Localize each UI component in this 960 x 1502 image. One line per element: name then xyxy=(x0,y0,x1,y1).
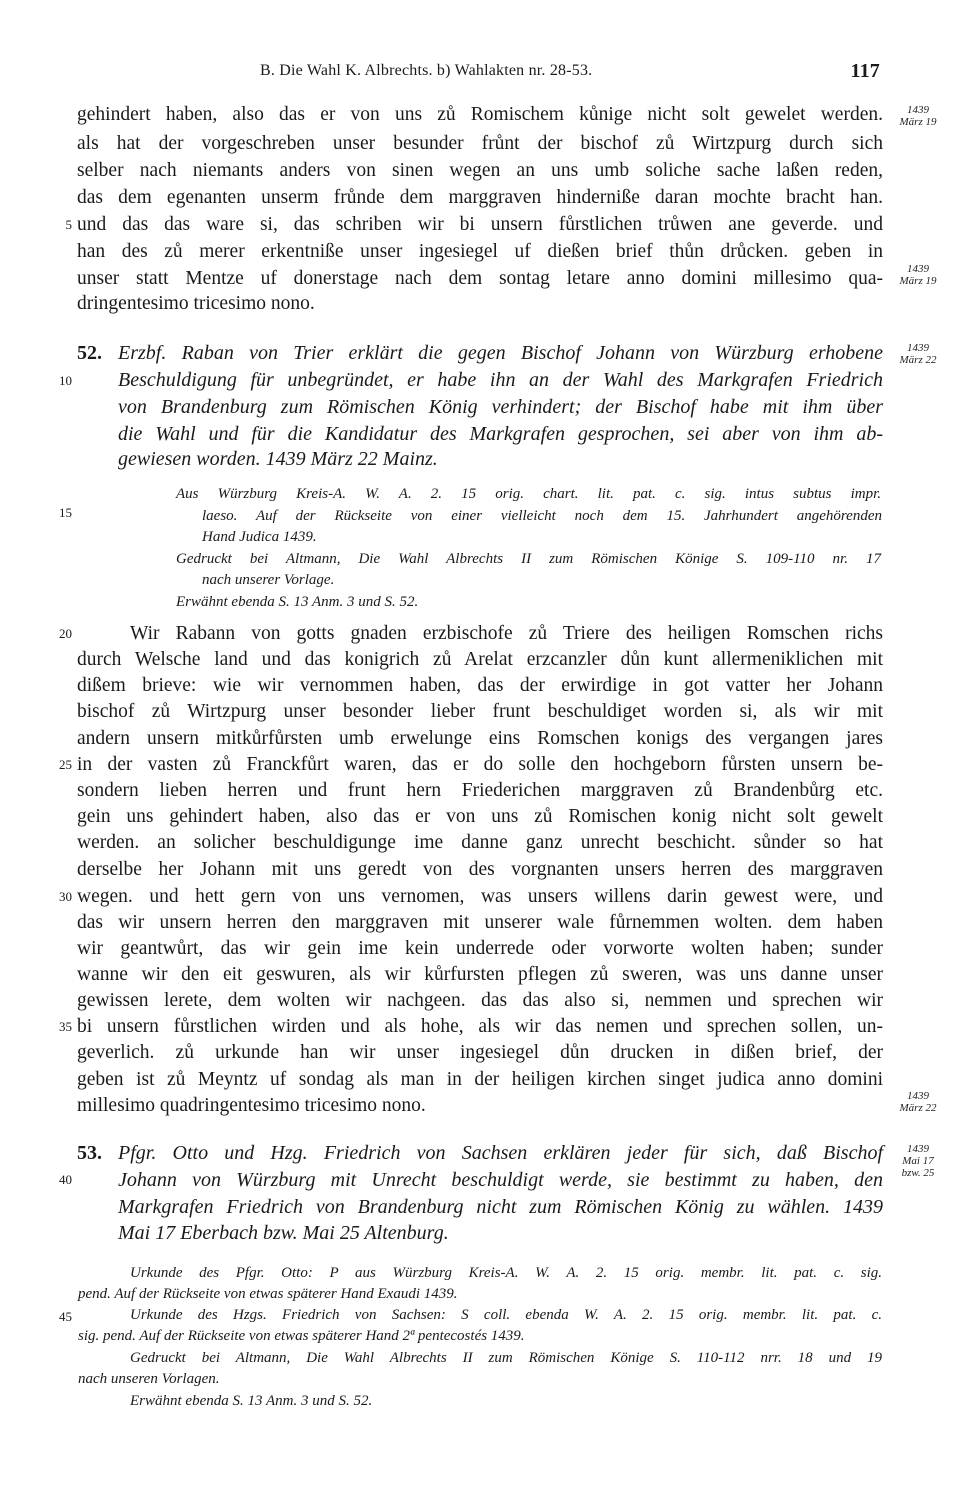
text-line: geben ist zů Meyntz uf sondag als man in der heiligen kirchen singet judica anno domini xyxy=(77,1069,883,1090)
regest-line: die Wahl und für die Kandidatur des Markgrafen gesprochen, sei aber von ihm ab- xyxy=(118,423,883,445)
text-line: bischof zů Wirtzpurg unser besonder lieber frunt beschuldiget worden si, als wir mit xyxy=(77,701,883,722)
running-header xyxy=(260,60,880,88)
line-number: 15 xyxy=(59,505,72,520)
source-note: Urkunde des Hzgs. Friedrich von Sachsen: S coll. ebenda W. A. 2. 15 orig. membr. lit. pat. c. xyxy=(130,1307,882,1323)
text-line: sondern lieben herren und frunt hern Friederichen marggraven zů Brandenbůrg etc. xyxy=(77,780,883,801)
regest-line: Beschuldigung für unbegründet, er habe ihn an der Wahl des Markgrafen Friedrich xyxy=(118,369,883,391)
margin-date: 1439 März 19 xyxy=(899,104,937,128)
text-line: und das das ware si, das schriben wir bi unsern fůrstlichen trůwen ane geverde. und xyxy=(77,214,883,235)
text-line: gehindert haben, also das er von uns zů Romischem kůnige nicht solt gewelet werden. xyxy=(77,104,883,125)
margin-date: 1439 März 19 xyxy=(899,263,937,287)
source-note: sig. pend. Auf der Rückseite von etwas späterer Hand 2ª pentecostés 1439. xyxy=(78,1328,525,1344)
text-line: bi unsern fůrstlichen wirden und als hohe, als wir das nemen und sprechen sollen, un- xyxy=(77,1016,883,1037)
text-line: gein uns gehindert haben, also das er von uns zů Romischen konig nicht solt gewelt xyxy=(77,806,883,827)
source-note: nach unserer Vorlage. xyxy=(202,572,335,588)
regest-line: Mai 17 Eberbach bzw. Mai 25 Altenburg. xyxy=(118,1222,449,1244)
text-line: gewissen lerete, dem wolten wir nachgeen. das das also si, nemmen und sprechen wir xyxy=(77,990,883,1011)
text-line: als hat der vorgeschreben unser besunder frůnt der bischof zů Wirtzpurg durch sich xyxy=(77,133,883,154)
regest-line: Johann von Würzburg mit Unrecht beschuldigt werde, sie bestimmt zu haben, den xyxy=(118,1169,883,1191)
line-number: 5 xyxy=(65,217,72,232)
text-line: durch Welsche land und das konigrich zů Arelat erzcanzler důn kunt allermeniklichen mit xyxy=(77,649,883,670)
source-note: nach unseren Vorlagen. xyxy=(78,1371,220,1387)
source-note: Gedruckt bei Altmann, Die Wahl Albrechts II zum Römischen Könige S. 109-110 nr. 17 xyxy=(176,551,881,567)
source-note: Aus Würzburg Kreis-A. W. A. 2. 15 orig. chart. lit. pat. c. sig. intus subtus impr. xyxy=(176,486,881,502)
text-line: millesimo quadringentesimo tricesimo nono. xyxy=(77,1095,426,1116)
source-note: pend. Auf der Rückseite von etwas späterer Hand Exaudi 1439. xyxy=(78,1286,458,1302)
margin-date: 1439 März 22 xyxy=(899,1090,937,1114)
text-line: andern unsern mitkůrfůrsten umb erwelunge eins Romschen konigs des vergangen jares xyxy=(77,728,883,749)
line-number: 10 xyxy=(59,373,72,388)
margin-date: 1439 März 22 xyxy=(899,342,937,366)
text-line: wir geantwůrt, das wir gein ime kein underrede oder vorworte wolten haben; sunder xyxy=(77,938,883,959)
source-note: Gedruckt bei Altmann, Die Wahl Albrechts II zum Römischen Könige S. 110-112 nrr. 18 und 19 xyxy=(130,1350,882,1366)
line-number: 40 xyxy=(59,1172,72,1187)
text-line: das wir unsern herren den marggraven mit unserer wale fůrnemmen wolten. dem haben xyxy=(77,912,883,933)
line-number: 25 xyxy=(59,757,72,772)
source-note: Erwähnt ebenda S. 13 Anm. 3 und S. 52. xyxy=(176,594,419,610)
text-line: geverlich. zů urkunde han wir unser ingesiegel důn drucken in dißen brief, der xyxy=(77,1042,883,1063)
regest-line: Markgrafen Friedrich von Brandenburg nicht zum Römischen König zu wählen. 1439 xyxy=(118,1196,883,1218)
text-line: unser statt Mentze uf donerstage nach dem sontag letare anno domini millesimo qua- xyxy=(77,268,883,289)
entry-number: 53. xyxy=(77,1142,102,1164)
source-note: Hand Judica 1439. xyxy=(202,529,317,545)
line-number: 30 xyxy=(59,889,72,904)
line-number: 20 xyxy=(59,626,72,641)
regest-line: Erzbf. Raban von Trier erklärt die gegen Bischof Johann von Würzburg erhobene xyxy=(118,342,883,364)
entry-number: 52. xyxy=(77,342,102,364)
regest-line: gewiesen worden. 1439 März 22 Mainz. xyxy=(118,448,438,470)
line-number: 35 xyxy=(59,1019,72,1034)
text-line: Wir Rabann von gotts gnaden erzbischofe zů Triere des heiligen Romschen richs xyxy=(130,623,883,644)
text-line: selber nach niemants anders von sinen wegen an uns umb soliche sache laßen reden, xyxy=(77,160,883,181)
line-number: 45 xyxy=(59,1309,72,1324)
regest-line: Pfgr. Otto und Hzg. Friedrich von Sachsen erklären jeder für sich, daß Bischof xyxy=(118,1142,883,1164)
source-note: Urkunde des Pfgr. Otto: P aus Würzburg Kreis-A. W. A. 2. 15 orig. membr. lit. pat. c. sig. xyxy=(130,1265,882,1281)
text-line: werden. an solicher beschuldigunge ime danne ganz unrecht beschicht. sůnder so hat xyxy=(77,832,883,853)
text-line: wegen. und hett gern von uns vernomen, was unsers willens darin gewest were, und xyxy=(77,886,883,907)
text-line: han des zů merer erkentniße unser ingesiegel uf dießen brief thůn drůcken. geben in xyxy=(77,241,883,262)
text-line: in der vasten zů Franckfůrt waren, das er do solle den hochgeborn fůrsten unsern be- xyxy=(77,754,883,775)
text-line: das dem egenanten unserm frůnde dem marggraven hinderniße daran mochte bracht han. xyxy=(77,187,883,208)
text-line: dißem brieve: wie wir vernommen haben, das der erwirdige in got vatter her Johann xyxy=(77,675,883,696)
regest-line: von Brandenburg zum Römischen König verhindert; der Bischof habe mit ihm über xyxy=(118,396,883,418)
running-title: B. Die Wahl K. Albrechts. b) Wahlakten nr. 28-53. xyxy=(260,62,593,79)
page-number: 117 xyxy=(850,60,880,82)
source-note: Erwähnt ebenda S. 13 Anm. 3 und S. 52. xyxy=(130,1393,373,1409)
text-line: wanne wir den eit geswuren, als wir kůrfursten pflegen zů sweren, was uns danne unser xyxy=(77,964,883,985)
text-line: dringentesimo tricesimo nono. xyxy=(77,293,315,314)
margin-date: 1439 Mai 17 bzw. 25 xyxy=(901,1143,935,1179)
text-line: derselbe her Johann mit uns geredt von des vorgnanten unsers herren des marggraven xyxy=(77,859,883,880)
source-note: laeso. Auf der Rückseite von einer vielleicht noch dem 15. Jahrhundert angehörenden xyxy=(202,508,882,524)
